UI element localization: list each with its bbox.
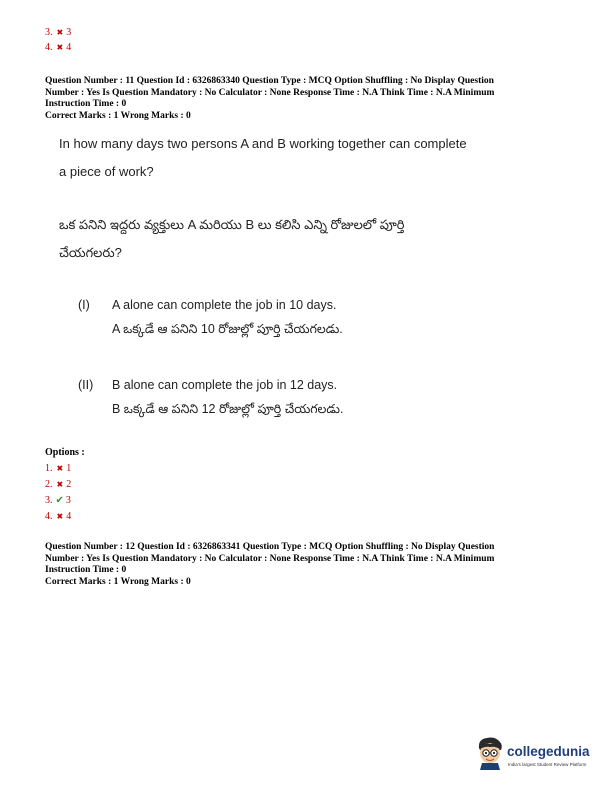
cross-icon: ✖ [56,43,64,52]
prev-option-4: 4. ✖ 4 [45,42,72,53]
q11-text-en-line1: In how many days two persons A and B working together can complete [59,136,467,151]
q11-metadata: Question Number : 11 Question Id : 6326863340 Question Type : MCQ Option Shuffling : No Display Question Number : Yes Is Question Mandatory : No Calculator : None Response Time : N.A Think Time : N.A Minimum Instruction Time : 0 Correct Marks : 1 Wrong Marks : 0 [45,76,495,121]
cross-icon: ✖ [56,512,64,521]
option-2: 2. ✖ 2 [45,479,72,490]
collegedunia-tagline: India's largest Student Review Platform [508,762,587,767]
statement-1-te: A ఒక్కడే ఆ పనిని 10 రోజుల్లో పూర్తి చేయగలడు. [112,322,343,336]
option-3: 3. ✔ 3 [45,495,71,506]
options-label: Options : [45,447,85,458]
prev-option-3: 3. ✖ 3 [45,27,72,38]
statement-1-en: A alone can complete the job in 10 days. [112,298,337,312]
statement-2-te: B ఒక్కడే ఆ పనిని 12 రోజుల్లో పూర్తి చేయగలడు. [112,402,344,416]
collegedunia-mascot-icon [475,736,505,770]
option-4: 4. ✖ 4 [45,511,72,522]
statement-2-label: (II) [78,378,94,392]
q12-metadata: Question Number : 12 Question Id : 6326863341 Question Type : MCQ Option Shuffling : No Display Question Number : Yes Is Question Mandatory : No Calculator : None Response Time : N.A Think Time : N.A Minimum Instruction Time : 0 Correct Marks : 1 Wrong Marks : 0 [45,542,495,587]
q11-text-te-line1: ఒక పనిని ఇద్దరు వ్యక్తులు A మరియు B లు కలిసి ఎన్ని రోజులలో పూర్తి [59,217,405,232]
statement-2-en: B alone can complete the job in 12 days. [112,378,338,392]
cross-icon: ✖ [56,480,64,489]
collegedunia-logo-text: collegedunia [507,744,590,759]
cross-icon: ✖ [56,464,64,473]
cross-icon: ✖ [56,28,64,37]
option-1: 1. ✖ 1 [45,463,72,474]
statement-1-label: (I) [78,298,90,312]
q11-text-en-line2: a piece of work? [59,164,154,179]
q11-text-te-line2: చేయగలరు? [59,245,122,260]
check-icon: ✔ [55,495,64,506]
